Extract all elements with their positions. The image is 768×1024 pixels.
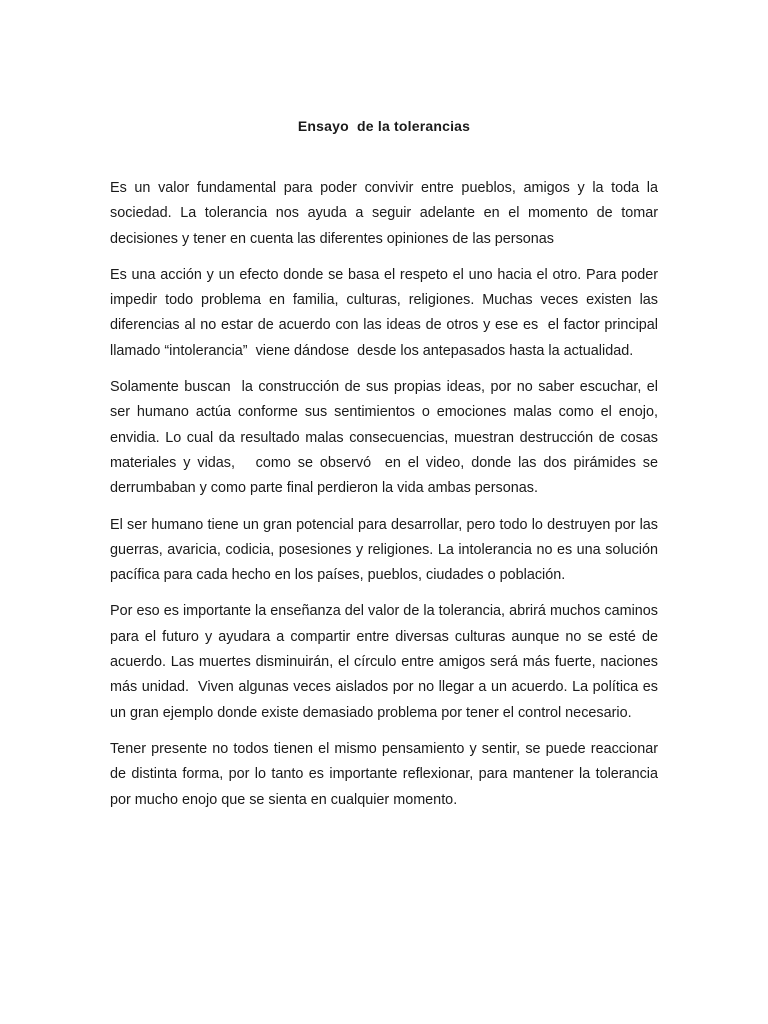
paragraph-4: El ser humano tiene un gran potencial para desarrollar, pero todo lo destruyen por las guerras, avaricia, codicia, posesiones y religiones. La intolerancia no es una solución pacífica para cada hecho en los países, pueblos, ciudades o población.: [110, 516, 662, 584]
paragraph-5: Por eso es importante la enseñanza del valor de la tolerancia, abrirá muchos caminos para el futuro y ayudara a compartir entre diversas culturas aunque no se esté de acuerdo. Las muertes disminuirán, el círculo entre amigos será más fuerte, naciones más unidad. Viven algunas veces aislados por no llegar a un acuerdo. La política es un gran ejemplo donde existe demasiado problema por tener el control necesario.: [110, 603, 662, 721]
paragraph-2: Es una acción y un efecto donde se basa el respeto el uno hacia el otro. Para poder impedir todo problema en familia, culturas, religiones. Muchas veces existen las diferencias al no estar de acuerdo con las ideas de otros y ese es el factor principal llamado “intolerancia” viene dándose desde los antepasados hasta la actualidad.: [110, 266, 662, 359]
paragraph-1: Es un valor fundamental para poder convivir entre pueblos, amigos y la toda la sociedad. La tolerancia nos ayuda a seguir adelante en el momento de tomar decisiones y tener en cuenta las diferentes opiniones de las personas: [110, 180, 662, 247]
document-body: [110, 176, 662, 824]
paragraph-3: Solamente buscan la construcción de sus propias ideas, por no saber escuchar, el ser humano actúa conforme sus sentimientos o emociones malas como el enojo, envidia. Lo cual da resultado malas consecuencias, muestran destrucción de cosas materiales y vidas, como se observó en el video, donde las dos pirámides se derrumbaban y como parte final perdieron la vida ambas personas.: [110, 379, 662, 497]
document-title: Ensayo de la tolerancias: [297, 118, 471, 134]
paragraph-6: Tener presente no todos tienen el mismo pensamiento y sentir, se puede reaccionar de distinta forma, por lo tanto es importante reflexionar, para mantener la tolerancia por mucho enojo que se sienta en cualquier momento.: [110, 740, 662, 808]
